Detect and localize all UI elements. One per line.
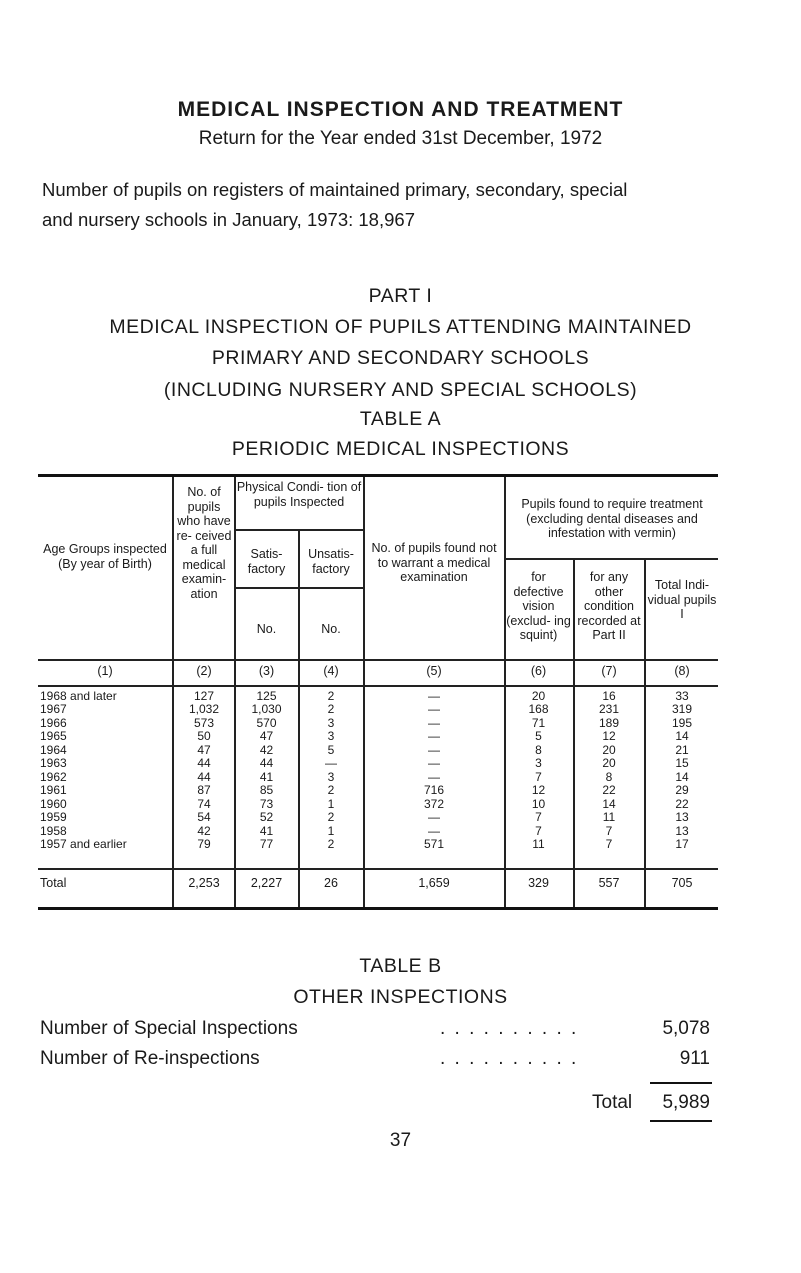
table-cell: 189: [598, 715, 620, 730]
table-cell: 1,032: [188, 702, 220, 717]
leader-dots: . . . . . . . . . .: [440, 1018, 579, 1039]
table-cell: 54: [197, 810, 211, 825]
header-rule: [504, 558, 718, 560]
table-cell: —: [428, 702, 440, 717]
header-no-satisfactory: No.: [256, 622, 277, 636]
table-cell: —: [428, 823, 440, 838]
table-cell: 3: [327, 769, 335, 784]
table-cell: 3: [327, 729, 335, 744]
table-cell: 2: [327, 836, 335, 851]
table-cell: 8: [605, 769, 613, 784]
total-underline: [650, 1120, 712, 1122]
table-cell: 41: [259, 769, 274, 784]
col-number: (3): [258, 664, 275, 678]
table-cell: 570: [256, 715, 277, 730]
col-number: (4): [323, 664, 339, 678]
reinspections-value: 911: [679, 1048, 710, 1069]
leader-dots: . . . . . . . . . .: [440, 1048, 579, 1069]
header-received: No. of pupils who have re- ceived a full medical examin- ation: [176, 485, 232, 601]
header-age-groups: Age Groups inspected (By year of Birth): [43, 542, 167, 571]
table-cell: —: [428, 742, 440, 757]
table-cell: 7: [535, 810, 542, 825]
row-age-group: 1957 and earlier: [40, 836, 127, 851]
header-other-condition: for any other condition recorded at Part II: [577, 570, 641, 642]
table-cell: 11: [532, 836, 545, 851]
table-cell: 42: [259, 742, 274, 757]
table-cell: 15: [675, 756, 689, 771]
table-cell: 1: [327, 796, 335, 811]
pupils-line-1: Number of pupils on registers of maintained primary, secondary, special: [42, 179, 628, 200]
table-a: [38, 474, 718, 910]
table-cell: 22: [602, 783, 616, 798]
table-cell: 7: [535, 769, 542, 784]
table-bottom-rule: [38, 907, 718, 910]
table-cell: —: [428, 729, 440, 744]
header-treatment: Pupils found to require treatment (excluding dental diseases and infestation with vermin): [521, 497, 703, 540]
table-cell: 22: [675, 796, 689, 811]
table-cell: 17: [675, 836, 689, 851]
table-cell: 195: [671, 715, 693, 730]
row-age-group: 1963: [40, 756, 67, 771]
table-cell: 29: [675, 783, 689, 798]
table-cell: 42: [197, 823, 211, 838]
table-cell: 77: [259, 836, 274, 851]
part-heading-1: MEDICAL INSPECTION OF PUPILS ATTENDING MAINTAINED: [109, 316, 692, 338]
total-label: Total: [40, 876, 67, 890]
row-age-group: 1960: [40, 796, 67, 811]
table-top-rule: [38, 474, 718, 477]
header-physical: Physical Condi- tion of pupils Inspected: [236, 480, 362, 509]
total-cell: 329: [528, 876, 549, 890]
table-cell: 20: [602, 756, 616, 771]
table-cell: 10: [531, 796, 546, 811]
part-heading-3: (INCLUDING NURSERY AND SPECIAL SCHOOLS): [163, 379, 638, 401]
pupils-paragraph: [42, 175, 782, 235]
row-age-group: 1958: [40, 823, 67, 838]
table-cell: —: [428, 756, 440, 771]
row-age-group: 1967: [40, 702, 67, 717]
total-cell: 2,227: [250, 876, 283, 890]
header-rule: [234, 587, 363, 589]
table-cell: 41: [259, 823, 274, 838]
row-age-group: 1968 and later: [40, 689, 117, 703]
header-no-unsatisfactory: No.: [321, 622, 341, 636]
header-rule: [38, 659, 718, 661]
total-cell: 557: [598, 876, 620, 890]
total-cell: 26: [324, 876, 338, 890]
table-cell: 74: [197, 796, 211, 811]
table-cell: 50: [197, 729, 211, 744]
header-satisfactory: Satis- factory: [247, 547, 286, 576]
table-cell: 372: [423, 796, 445, 811]
table-cell: 168: [528, 702, 549, 717]
table-cell: 52: [259, 810, 274, 825]
table-cell: 20: [602, 742, 616, 757]
table-cell: 33: [675, 689, 689, 703]
table-cell: 87: [197, 783, 211, 798]
table-cell: 73: [259, 796, 274, 811]
header-unsatisfactory: Unsatis- factory: [308, 547, 354, 576]
row-age-group: 1962: [40, 769, 67, 784]
table-cell: 14: [675, 769, 689, 784]
header-not-warrant: No. of pupils found not to warrant a medical examination: [371, 541, 497, 584]
col-number: (5): [426, 664, 442, 678]
page-number: 37: [389, 1130, 412, 1151]
table-cell: 85: [259, 783, 274, 798]
table-cell: 127: [193, 689, 215, 703]
page-title: MEDICAL INSPECTION AND TREATMENT: [177, 98, 624, 121]
page-subtitle: Return for the Year ended 31st December, 1972: [198, 128, 603, 149]
row-age-group: 1965: [40, 729, 67, 744]
total-cell: 2,253: [188, 876, 220, 890]
table-cell: 79: [197, 836, 211, 851]
table-cell: 16: [602, 689, 616, 703]
table-cell: 11: [602, 810, 616, 825]
table-cell: 2: [327, 783, 335, 798]
table-cell: —: [428, 810, 440, 825]
table-cell: 1: [327, 823, 335, 838]
col-number: (7): [601, 664, 617, 678]
table-cell: 319: [671, 702, 693, 717]
table-cell: 44: [197, 769, 211, 784]
table-cell: 12: [531, 783, 546, 798]
header-rule: [234, 529, 363, 531]
table-cell: —: [428, 689, 440, 703]
table-cell: 14: [675, 729, 689, 744]
table-cell: —: [428, 769, 440, 784]
header-defective-vision: for defective vision (exclud- ing squint): [506, 570, 571, 642]
table-cell: 14: [602, 796, 616, 811]
col-number: (6): [530, 664, 547, 678]
table-cell: 231: [598, 702, 620, 717]
table-cell: 3: [327, 715, 335, 730]
row-age-group: 1966: [40, 715, 67, 730]
table-cell: 21: [675, 742, 689, 757]
table-cell: 7: [605, 836, 613, 851]
table-a-label: TABLE A: [359, 408, 442, 430]
table-cell: 7: [535, 823, 542, 838]
table-b-label: TABLE B: [359, 955, 442, 977]
table-b-title: OTHER INSPECTIONS: [293, 986, 508, 1008]
table-cell: 573: [193, 715, 215, 730]
total-cell: 1,659: [418, 876, 450, 890]
table-cell: 125: [256, 689, 277, 703]
table-body: [38, 690, 718, 860]
sum-rule: [650, 1082, 712, 1084]
table-cell: 571: [423, 836, 445, 851]
table-cell: 7: [605, 823, 613, 838]
col-number: (2): [196, 664, 212, 678]
row-age-group: 1959: [40, 810, 67, 825]
table-cell: 44: [259, 756, 274, 771]
table-cell: 13: [675, 823, 689, 838]
reinspections-label: Number of Re-inspections: [40, 1048, 260, 1069]
part-label: PART I: [368, 285, 433, 307]
table-cell: 2: [327, 702, 335, 717]
table-cell: 1,030: [251, 702, 282, 717]
col-number: (8): [674, 664, 690, 678]
table-cell: —: [428, 715, 440, 730]
header-rule: [38, 685, 718, 687]
row-age-group: 1964: [40, 742, 67, 757]
total-rule: [38, 868, 718, 870]
col-number: (1): [97, 664, 113, 678]
table-cell: 20: [531, 689, 546, 703]
table-a-title: PERIODIC MEDICAL INSPECTIONS: [231, 438, 570, 460]
table-cell: 13: [675, 810, 689, 825]
table-cell: 47: [197, 742, 211, 757]
table-cell: 12: [602, 729, 616, 744]
pupils-line-2: and nursery schools in January, 1973: 18,967: [42, 209, 415, 230]
row-age-group: 1961: [40, 783, 67, 798]
table-cell: 2: [327, 810, 335, 825]
table-cell: 5: [535, 729, 542, 744]
header-total-individual: Total Indi- vidual pupils I: [647, 578, 717, 621]
total-label: Total: [592, 1092, 633, 1113]
total-cell: 705: [671, 876, 693, 890]
special-inspections-value: 5,078: [662, 1018, 710, 1039]
table-cell: 8: [535, 742, 542, 757]
table-cell: 44: [197, 756, 211, 771]
table-cell: 2: [327, 689, 335, 703]
table-cell: —: [325, 756, 337, 771]
table-cell: 3: [535, 756, 542, 771]
table-cell: 71: [531, 715, 546, 730]
table-cell: 5: [327, 742, 335, 757]
part-heading-2: PRIMARY AND SECONDARY SCHOOLS: [211, 347, 590, 369]
table-cell: 47: [259, 729, 274, 744]
table-cell: 716: [423, 783, 445, 798]
special-inspections-label: Number of Special Inspections: [40, 1018, 298, 1039]
total-value: 5,989: [662, 1092, 710, 1113]
